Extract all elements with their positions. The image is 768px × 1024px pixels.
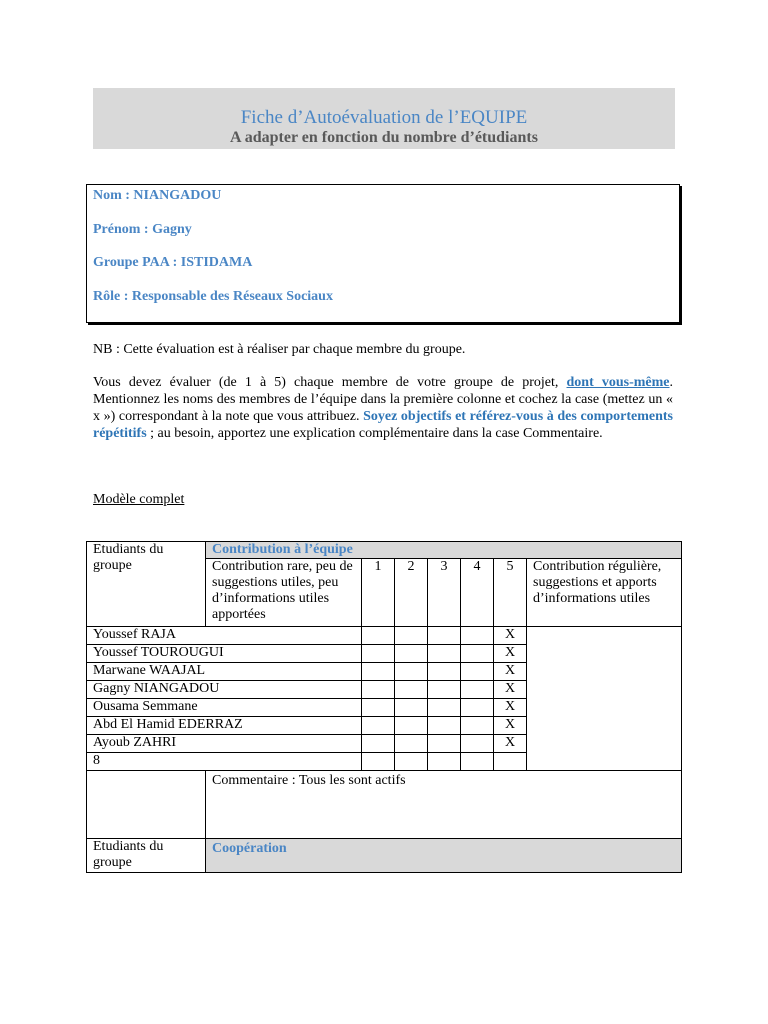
score-cell-2[interactable]: [395, 753, 428, 771]
student-name: Gagny NIANGADOU: [87, 681, 362, 699]
student-name: Ayoub ZAHRI: [87, 735, 362, 753]
score-header-4: 4: [461, 559, 494, 627]
score-cell-3[interactable]: [428, 699, 461, 717]
section-contribution: Contribution à l’équipe: [206, 542, 682, 559]
score-cell-1[interactable]: [362, 699, 395, 717]
score-cell-2[interactable]: [395, 681, 428, 699]
score-cell-3[interactable]: [428, 681, 461, 699]
score-cell-5[interactable]: X: [494, 699, 527, 717]
table-row: [87, 627, 682, 645]
score-cell-2[interactable]: [395, 627, 428, 645]
identity-box: [86, 184, 680, 323]
score-cell-4[interactable]: [461, 663, 494, 681]
title-banner: [93, 88, 675, 149]
score-cell-1[interactable]: [362, 717, 395, 735]
score-cell-3[interactable]: [428, 663, 461, 681]
score-header-3: 3: [428, 559, 461, 627]
prenom-line: Prénom : Gagny: [93, 222, 192, 237]
student-name: Ousama Semmane: [87, 699, 362, 717]
score-cell-1[interactable]: [362, 663, 395, 681]
model-label: Modèle complet: [93, 492, 185, 507]
student-name: Abd El Hamid EDERRAZ: [87, 717, 362, 735]
evaluation-table: [86, 541, 682, 873]
score-cell-4[interactable]: [461, 645, 494, 663]
instructions-part2: . Mentionnez les noms des membres de l’équipe dans la première colonne et cochez la case (mettez un « x ») correspondant à la note que vous attribuez.: [93, 375, 674, 424]
nom-line: Nom : NIANGADOU: [93, 188, 222, 203]
low-score-description: Contribution rare, peu de suggestions utiles, peu d’informations utiles apportées: [206, 559, 362, 627]
instructions-emphasis: Soyez objectifs et référez-vous à des comportements répétitifs: [93, 409, 673, 441]
score-cell-5[interactable]: X: [494, 645, 527, 663]
student-name: Marwane WAAJAL: [87, 663, 362, 681]
students-header: Etudiants du groupe: [87, 542, 206, 627]
nb-note: NB : Cette évaluation est à réaliser par chaque membre du groupe.: [93, 342, 466, 357]
score-cell-1[interactable]: [362, 627, 395, 645]
score-cell-2[interactable]: [395, 645, 428, 663]
score-cell-4[interactable]: [461, 627, 494, 645]
score-cell-5[interactable]: X: [494, 627, 527, 645]
score-cell-4[interactable]: [461, 753, 494, 771]
score-cell-1[interactable]: [362, 645, 395, 663]
document-title: Fiche d’Autoévaluation de l’EQUIPE: [240, 107, 528, 128]
score-cell-4[interactable]: [461, 717, 494, 735]
score-header-1: 1: [362, 559, 395, 627]
score-cell-4[interactable]: [461, 699, 494, 717]
score-cell-5[interactable]: X: [494, 717, 527, 735]
score-cell-1[interactable]: [362, 753, 395, 771]
students-header-2: Etudiants du groupe: [87, 839, 206, 873]
role-line: Rôle : Responsable des Réseaux Sociaux: [93, 289, 333, 304]
score-cell-4[interactable]: [461, 735, 494, 753]
score-cell-3[interactable]: [428, 627, 461, 645]
score-cell-5[interactable]: [494, 753, 527, 771]
score-cell-5[interactable]: X: [494, 663, 527, 681]
score-cell-2[interactable]: [395, 717, 428, 735]
comment-cell[interactable]: Commentaire : Tous les sont actifs: [206, 771, 682, 839]
score-cell-3[interactable]: [428, 753, 461, 771]
score-cell-1[interactable]: [362, 681, 395, 699]
dont-vous-meme-link[interactable]: dont vous-même: [566, 375, 670, 390]
document-subtitle: A adapter en fonction du nombre d’étudiants: [230, 129, 538, 146]
score-cell-2[interactable]: [395, 735, 428, 753]
score-cell-4[interactable]: [461, 681, 494, 699]
score-header-2: 2: [395, 559, 428, 627]
student-name: Youssef RAJA: [87, 627, 362, 645]
student-name: 8: [87, 753, 362, 771]
high-column-blank: [527, 627, 682, 771]
student-name: Youssef TOUROUGUI: [87, 645, 362, 663]
instructions-part1: Vous devez évaluer (de 1 à 5) chaque membre de votre groupe de projet,: [93, 375, 567, 390]
score-cell-2[interactable]: [395, 699, 428, 717]
comment-label-blank: [87, 771, 206, 839]
instructions-part3: ; au besoin, apportez une explication complémentaire dans la case Commentaire.: [146, 426, 603, 441]
score-cell-3[interactable]: [428, 717, 461, 735]
instructions-paragraph: [93, 374, 673, 442]
groupe-line: Groupe PAA : ISTIDAMA: [93, 255, 253, 270]
score-cell-5[interactable]: X: [494, 735, 527, 753]
score-cell-1[interactable]: [362, 735, 395, 753]
score-cell-3[interactable]: [428, 645, 461, 663]
section-cooperation: Coopération: [206, 839, 682, 873]
high-score-description: Contribution régulière, suggestions et apports d’informations utiles: [527, 559, 682, 627]
score-cell-2[interactable]: [395, 663, 428, 681]
score-cell-5[interactable]: X: [494, 681, 527, 699]
score-header-5: 5: [494, 559, 527, 627]
score-cell-3[interactable]: [428, 735, 461, 753]
